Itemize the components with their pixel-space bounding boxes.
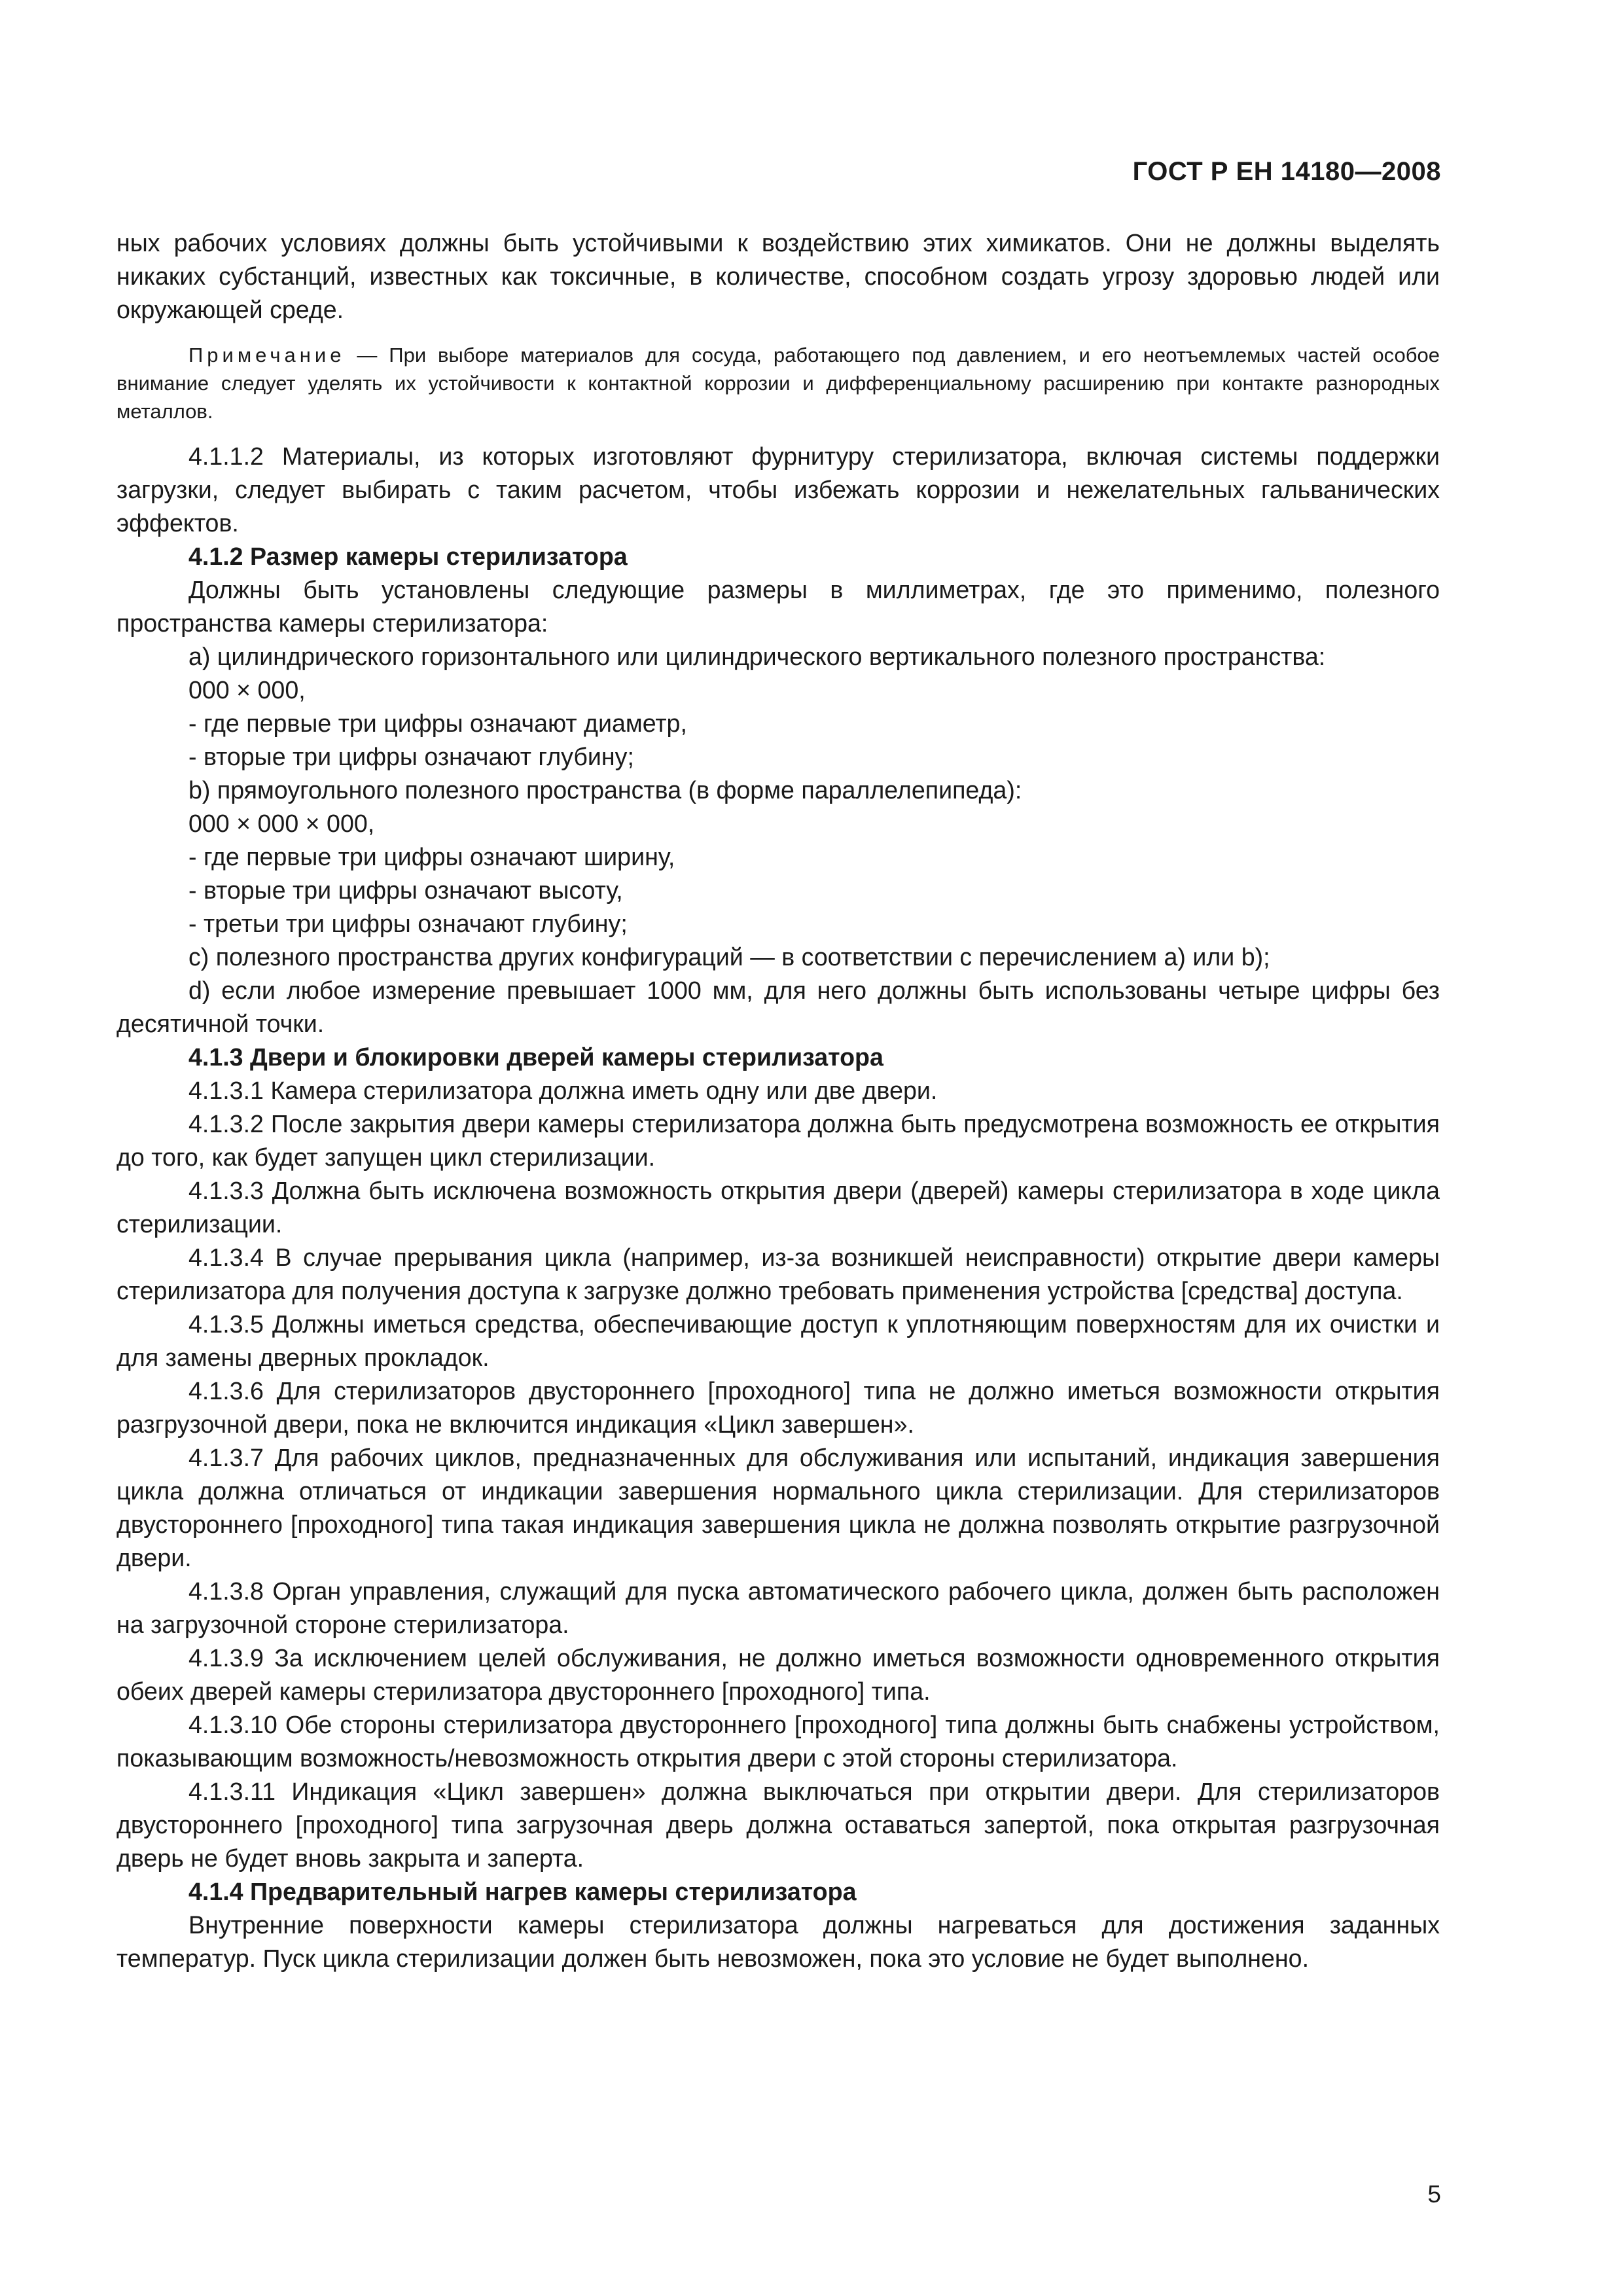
list-item-a: a) цилиндрического горизонтального или цилиндрического вертикального полезного пространства: <box>188 643 1326 670</box>
standard-designation: ГОСТ Р ЕН 14180—2008 <box>1132 157 1441 186</box>
clause-4-1-3-11: 4.1.3.11 Индикация «Цикл завершен» должна выключаться при открытии двери. Для стерилизаторов двустороннего [проходного] типа загрузочная дверь должна оставаться запертой, пока открытая разгрузочная дверь не будет вновь закрыта и заперта. <box>116 1778 1440 1872</box>
format-a: 000 × 000, <box>188 676 306 704</box>
list-item-b: b) прямоугольного полезного пространства (в форме параллелепипеда): <box>188 776 1022 804</box>
clause-4-1-3-10: 4.1.3.10 Обе стороны стерилизатора двустороннего [проходного] типа должны быть снабжены устройством, показывающим возможность/невозможность открытия двери с этой стороны стерилизатора. <box>116 1711 1440 1772</box>
paragraph-continuation: ных рабочих условиях должны быть устойчивыми к воздействию этих химикатов. Они не должны выделять никаких субстанций, известных как токсичные, в количестве, способном создать угрозу здоровью людей или окружающей среде. <box>116 229 1440 323</box>
clause-4-1-3-4: 4.1.3.4 В случае прерывания цикла (например, из-за возникшей неисправности) открытие двери камеры стерилизатора для получения доступа к загрузке должно требовать применения устройства [средства] доступа. <box>116 1244 1440 1304</box>
list-dash-item: - где первые три цифры означают ширину, <box>188 843 675 870</box>
clause-4-1-3-1: 4.1.3.1 Камера стерилизатора должна иметь одну или две двери. <box>188 1077 938 1104</box>
clause-4-1-3-8: 4.1.3.8 Орган управления, служащий для пуска автоматического рабочего цикла, должен быть расположен на загрузочной стороне стерилизатора. <box>116 1577 1440 1638</box>
note-paragraph <box>116 341 1440 425</box>
list-dash-item: - третьи три цифры означают глубину; <box>188 910 628 937</box>
clause-4-1-1-2: 4.1.1.2 Материалы, из которых изготовляют фурнитуру стерилизатора, включая системы поддержки загрузки, следует выбирать с таким расчетом, чтобы избежать коррозии и нежелательных гальванических эффектов. <box>116 442 1440 537</box>
clause-4-1-3-9: 4.1.3.9 За исключением целей обслуживания, не должно иметься возможности одновременного открытия обеих дверей камеры стерилизатора двустороннего [проходного] типа. <box>116 1644 1440 1705</box>
list-item-c: c) полезного пространства других конфигураций — в соответствии с перечислением a) или b); <box>188 943 1270 971</box>
section-heading-4-1-3: 4.1.3 Двери и блокировки дверей камеры стерилизатора <box>188 1043 883 1071</box>
list-dash-item: - вторые три цифры означают высоту, <box>188 876 623 904</box>
clause-4-1-4: Внутренние поверхности камеры стерилизатора должны нагреваться для достижения заданных температур. Пуск цикла стерилизации должен быть невозможен, пока это условие не будет выполнено. <box>116 1911 1440 1972</box>
page-number: 5 <box>1427 2181 1441 2208</box>
section-heading-4-1-4: 4.1.4 Предварительный нагрев камеры стерилизатора <box>188 1878 857 1905</box>
format-b: 000 × 000 × 000, <box>188 810 375 837</box>
clause-4-1-2-intro: Должны быть установлены следующие размеры в миллиметрах, где это применимо, полезного пространства камеры стерилизатора: <box>116 576 1440 637</box>
clause-4-1-3-6: 4.1.3.6 Для стерилизаторов двустороннего [проходного] типа не должно иметься возможности открытия разгрузочной двери, пока не включится индикация «Цикл завершен». <box>116 1377 1440 1438</box>
section-heading-4-1-2: 4.1.2 Размер камеры стерилизатора <box>188 543 628 570</box>
list-item-d: d) если любое измерение превышает 1000 мм, для него должны быть использованы четыре цифры без десятичной точки. <box>116 977 1440 1037</box>
clause-4-1-3-3: 4.1.3.3 Должна быть исключена возможность открытия двери (дверей) камеры стерилизатора в ходе цикла стерилизации. <box>116 1177 1440 1238</box>
note-label: Примечание <box>188 344 346 367</box>
list-dash-item: - где первые три цифры означают диаметр, <box>188 709 687 737</box>
document-body <box>116 226 1440 1975</box>
list-dash-item: - вторые три цифры означают глубину; <box>188 743 634 770</box>
note-text: — При выборе материалов для сосуда, работающего под давлением, и его неотъемлемых частей особое внимание следует уделять их устойчивости к контактной коррозии и дифференциальному расширению при контакте разнородных металлов. <box>116 344 1440 423</box>
clause-4-1-3-2: 4.1.3.2 После закрытия двери камеры стерилизатора должна быть предусмотрена возможность ее открытия до того, как будет запущен цикл стерилизации. <box>116 1110 1440 1171</box>
clause-4-1-3-5: 4.1.3.5 Должны иметься средства, обеспечивающие доступ к уплотняющим поверхностям для их очистки и для замены дверных прокладок. <box>116 1310 1440 1371</box>
clause-4-1-3-7: 4.1.3.7 Для рабочих циклов, предназначенных для обслуживания или испытаний, индикация завершения цикла должна отличаться от индикации завершения нормального цикла стерилизации. Для стерилизаторов двустороннего [проходного] типа такая индикация завершения цикла не должна позволять открытие разгрузочной двери. <box>116 1444 1440 1571</box>
